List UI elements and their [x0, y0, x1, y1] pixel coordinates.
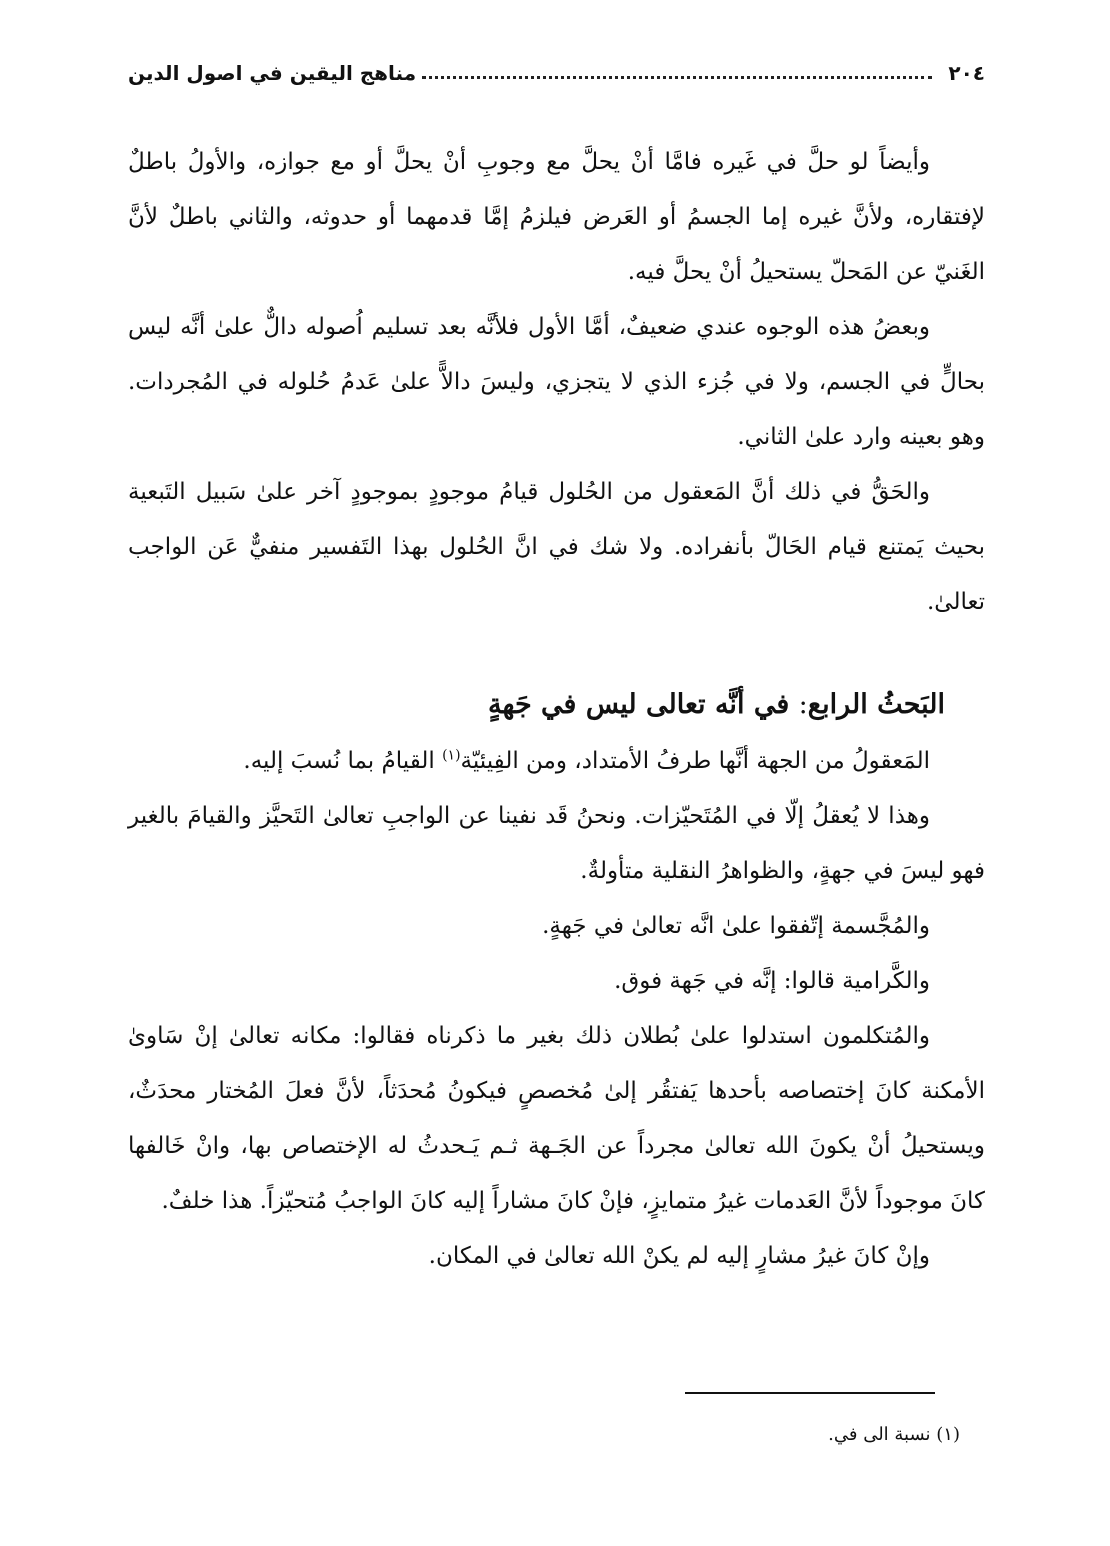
paragraph: والكَّرامية قالوا: إنَّه في جَهة فوق.: [614, 968, 930, 994]
section-heading: [128, 676, 985, 734]
section-heading-label: البَحثُ الرابع: [807, 689, 945, 720]
paragraph: والمُتكلمون استدلوا علىٰ بُطلان ذلك بغير ما ذكرناه فقالوا: مكانه تعالىٰ إنْ سَاوىٰ الأمكنة كانَ إختصاصه بأحدها يَفتقُر إلىٰ مُخصصٍ فيكونُ مُحدَثاً، لأنَّ فعلَ المُختار محدَثٌ، ويستحيلُ أنْ يكونَ الله تعالىٰ مجرداً عن الجَـهة ثـم يَـحدثُ له الإختصاص بها، وانْ خَالفها كانَ موجوداً لأنَّ العَدمات غيرُ متمايزٍ، فإنْ كانَ مشاراً إليه كانَ الواجبُ مُتحيّزاً. هذا خلفٌ.: [128, 1023, 985, 1214]
header-dot-leader: [422, 76, 932, 79]
footnote-divider: [685, 1392, 935, 1394]
book-title: مناهج اليقين في اصول الدين: [128, 61, 417, 85]
section-heading-title: في أنَّه تعالى ليس في جَهةٍ: [488, 689, 790, 720]
paragraph: المَعقولُ من الجهة أنَّها طرفُ الأمتداد، ومن الفِيئيّة$^{(١)}$ القيامُ بما نُسبَ إليه.: [243, 747, 930, 774]
section-fourth-inquiry: [128, 676, 985, 1284]
paragraph: وإنْ كانَ غيرُ مشارٍ إليه لم يكنْ الله تعالىٰ في المكان.: [428, 1243, 930, 1269]
footnote-reference[interactable]: (١): [442, 747, 461, 764]
paragraph: وبعضُ هذه الوجوه عندي ضعيفٌ، أمَّا الأول فلأنَّه بعد تسليم اُصوله دالٌّ علىٰ أنَّه ليس بحالٍّ في الجسم، ولا في جُزء الذي لا يتجزي، وليسَ دالاًّ علىٰ عَدمُ حُلوله في المُجردات. وهو بعينه وارد علىٰ الثاني.: [128, 314, 985, 450]
paragraph: والحَقُّ في ذلك أنَّ المَعقول من الحُلول قيامُ موجودٍ بموجودٍ آخر علىٰ سَبيل التَبعية بحيث يَمتنع قيام الحَالّ بأنفراده. ولا شك في انَّ الحُلول بهذا التَفسير منفيٌّ عَن الواجب تعالىٰ.: [128, 479, 985, 615]
paragraph: وهذا لا يُعقلُ إلّا في المُتَحيّزات. ونحنُ قَد نفينا عن الواجبِ تعالىٰ التَحيَّز والقيامَ بالغير فهو ليسَ في جهةٍ، والظواهرُ النقلية متأولةٌ.: [128, 803, 985, 884]
section-heading-separator: :: [798, 689, 808, 720]
paragraph: والمُجَّسمة إتّفقوا علىٰ انَّه تعالىٰ في جَهةٍ.: [542, 913, 930, 939]
page-number: ٢٠٤: [948, 61, 985, 85]
body-text: [128, 135, 985, 630]
paragraph: وأيضاً لو حلَّ في غَيره فامَّا أنْ يحلَّ مع وجوبِ أنْ يحلَّ أو مع جوازه، والأولُ باطلٌ لإفتقاره، ولأنَّ غيره إما الجسمُ أو العَرض فيلزمُ إمَّا قدمهما أو حدوثه، والثاني باطلٌ لأنَّ الغَنيّ عن المَحلّ يستحيلُ أنْ يحلَّ فيه.: [128, 149, 985, 285]
footnote: (١) نسبة الى في.: [828, 1424, 960, 1445]
running-header: [128, 56, 985, 90]
